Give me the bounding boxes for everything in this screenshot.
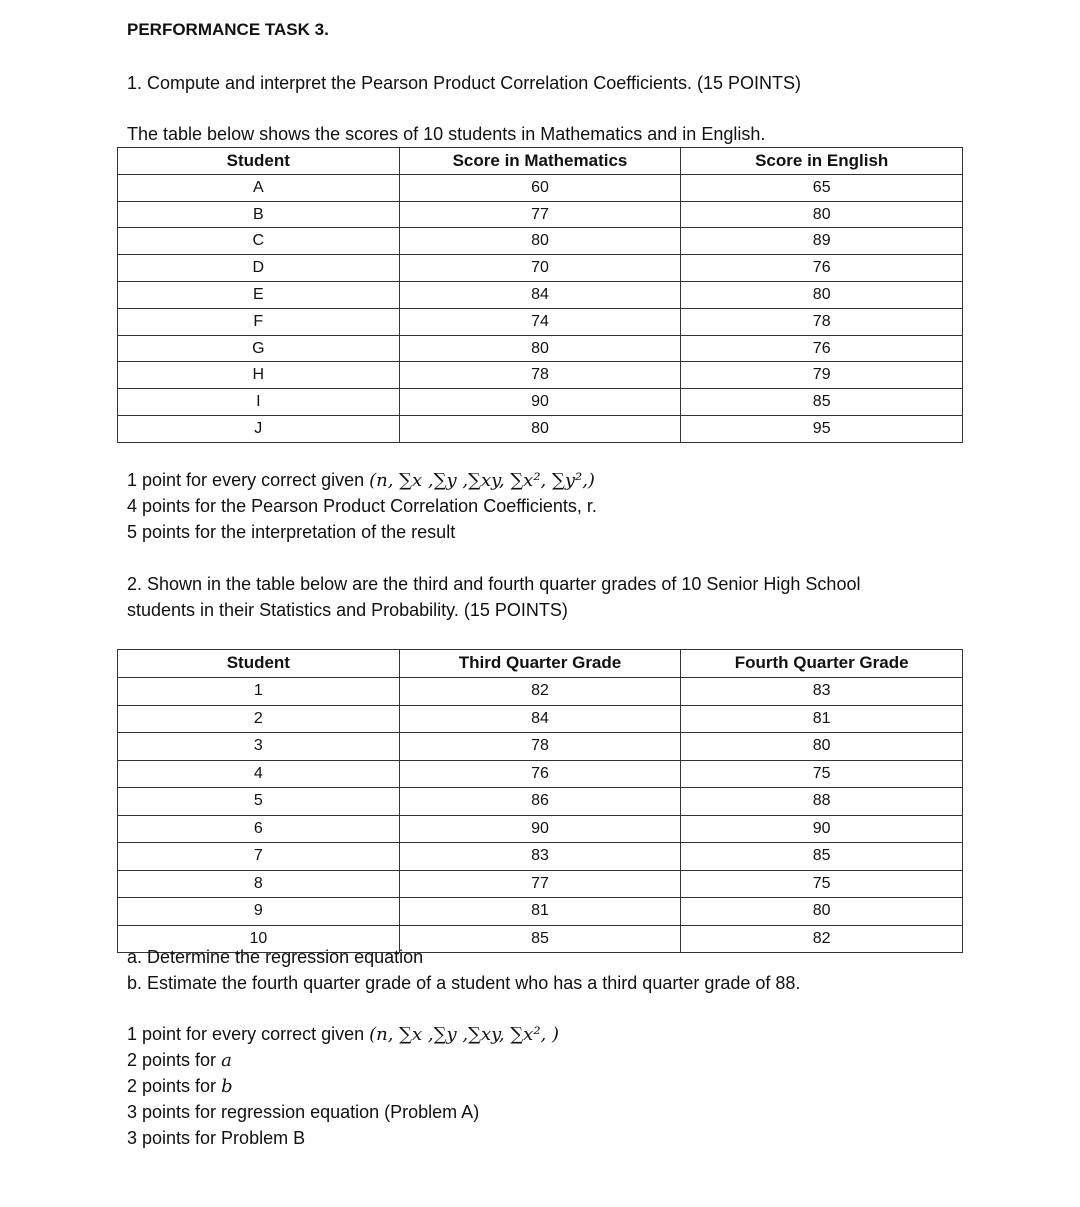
student-cell: 5 [118, 788, 400, 816]
english-score-cell: 78 [681, 308, 963, 335]
english-score-cell: 76 [681, 335, 963, 362]
english-score-cell: 80 [681, 201, 963, 228]
fourth-grade-cell: 75 [681, 870, 963, 898]
english-score-cell: 65 [681, 174, 963, 201]
student-cell: D [118, 255, 400, 282]
math-score-cell: 78 [399, 362, 681, 389]
column-header-third-quarter: Third Quarter Grade [399, 650, 681, 678]
student-cell: 2 [118, 705, 400, 733]
student-cell: B [118, 201, 400, 228]
q2-scoring-line-4: 3 points for regression equation (Problem A) [127, 1102, 480, 1122]
fourth-grade-cell: 80 [681, 898, 963, 926]
q1-scoring-line-1 [127, 470, 595, 491]
column-header-english: Score in English [681, 148, 963, 175]
column-header-student: Student [118, 148, 400, 175]
q2-scoring-prefix: 1 point for every correct given [127, 1024, 370, 1044]
table-row [118, 201, 963, 228]
third-grade-cell: 82 [399, 678, 681, 706]
column-header-student: Student [118, 650, 400, 678]
q1-scoring-formula: (n, ∑x ,∑y ,∑xy, ∑x², ∑y²,) [369, 470, 595, 491]
student-cell: H [118, 362, 400, 389]
third-grade-cell: 83 [399, 843, 681, 871]
math-score-cell: 70 [399, 255, 681, 282]
student-cell: I [118, 389, 400, 416]
third-grade-cell: 81 [399, 898, 681, 926]
table-row [118, 870, 963, 898]
student-cell: 9 [118, 898, 400, 926]
question-2-line-2: students in their Statistics and Probability. (15 POINTS) [127, 600, 568, 620]
fourth-grade-cell: 90 [681, 815, 963, 843]
page-title: PERFORMANCE TASK 3. [127, 20, 329, 39]
table-row [118, 898, 963, 926]
scores-table [117, 147, 963, 443]
column-header-fourth-quarter: Fourth Quarter Grade [681, 650, 963, 678]
q2-scoring-line-1 [127, 1024, 559, 1045]
student-cell: 8 [118, 870, 400, 898]
math-score-cell: 90 [399, 389, 681, 416]
q2-scoring-line-2 [127, 1050, 232, 1071]
table-row [118, 362, 963, 389]
table-row [118, 788, 963, 816]
q2-scoring-var-a: a [221, 1050, 232, 1071]
student-cell: 7 [118, 843, 400, 871]
table-row [118, 733, 963, 761]
q1-scoring-line-2: 4 points for the Pearson Product Correlation Coefficients, r. [127, 496, 597, 516]
english-score-cell: 85 [681, 389, 963, 416]
q2-part-b: b. Estimate the fourth quarter grade of a student who has a third quarter grade of 88. [127, 973, 801, 993]
third-grade-cell: 90 [399, 815, 681, 843]
q2-part-a: a. Determine the regression equation [127, 947, 424, 967]
q1-scoring-line-3: 5 points for the interpretation of the result [127, 522, 456, 542]
q2-scoring-var-b: b [221, 1076, 233, 1097]
table-row [118, 843, 963, 871]
student-cell: C [118, 228, 400, 255]
math-score-cell: 77 [399, 201, 681, 228]
math-score-cell: 80 [399, 415, 681, 442]
math-score-cell: 80 [399, 335, 681, 362]
table-row [118, 255, 963, 282]
math-score-cell: 84 [399, 281, 681, 308]
table-row [118, 228, 963, 255]
q1-scoring-prefix: 1 point for every correct given [127, 470, 370, 490]
table-header-row [118, 650, 963, 678]
english-score-cell: 76 [681, 255, 963, 282]
student-cell: 1 [118, 678, 400, 706]
english-score-cell: 79 [681, 362, 963, 389]
table-row [118, 678, 963, 706]
third-grade-cell: 78 [399, 733, 681, 761]
table-row [118, 705, 963, 733]
column-header-math: Score in Mathematics [399, 148, 681, 175]
student-cell: 10 [118, 925, 400, 953]
question-2-line-1: 2. Shown in the table below are the third and fourth quarter grades of 10 Senior High School [127, 574, 861, 594]
english-score-cell: 95 [681, 415, 963, 442]
q2-scoring-line-5: 3 points for Problem B [127, 1128, 306, 1148]
table-row [118, 389, 963, 416]
table-row [118, 335, 963, 362]
english-score-cell: 89 [681, 228, 963, 255]
q2-scoring-line-3 [127, 1076, 233, 1097]
student-cell: E [118, 281, 400, 308]
fourth-grade-cell: 82 [681, 925, 963, 953]
grades-table [117, 649, 963, 953]
math-score-cell: 80 [399, 228, 681, 255]
third-grade-cell: 76 [399, 760, 681, 788]
q2-scoring-line-2-prefix: 2 points for [127, 1050, 222, 1070]
table-row [118, 281, 963, 308]
q2-scoring-formula: (n, ∑x ,∑y ,∑xy, ∑x², ) [369, 1024, 559, 1045]
math-score-cell: 74 [399, 308, 681, 335]
student-cell: J [118, 415, 400, 442]
math-score-cell: 60 [399, 174, 681, 201]
question-1: 1. Compute and interpret the Pearson Product Correlation Coefficients. (15 POINTS) [127, 73, 801, 93]
fourth-grade-cell: 88 [681, 788, 963, 816]
fourth-grade-cell: 83 [681, 678, 963, 706]
student-cell: G [118, 335, 400, 362]
table-header-row [118, 148, 963, 175]
third-grade-cell: 77 [399, 870, 681, 898]
third-grade-cell: 84 [399, 705, 681, 733]
q2-scoring-line-3-prefix: 2 points for [127, 1076, 222, 1096]
third-grade-cell: 85 [399, 925, 681, 953]
student-cell: 4 [118, 760, 400, 788]
student-cell: 6 [118, 815, 400, 843]
english-score-cell: 80 [681, 281, 963, 308]
student-cell: 3 [118, 733, 400, 761]
table-row [118, 174, 963, 201]
third-grade-cell: 86 [399, 788, 681, 816]
table-row [118, 308, 963, 335]
fourth-grade-cell: 81 [681, 705, 963, 733]
fourth-grade-cell: 85 [681, 843, 963, 871]
student-cell: A [118, 174, 400, 201]
question-1-intro: The table below shows the scores of 10 students in Mathematics and in English. [127, 124, 766, 144]
table-row [118, 415, 963, 442]
table-row [118, 815, 963, 843]
student-cell: F [118, 308, 400, 335]
fourth-grade-cell: 80 [681, 733, 963, 761]
table-row [118, 760, 963, 788]
fourth-grade-cell: 75 [681, 760, 963, 788]
